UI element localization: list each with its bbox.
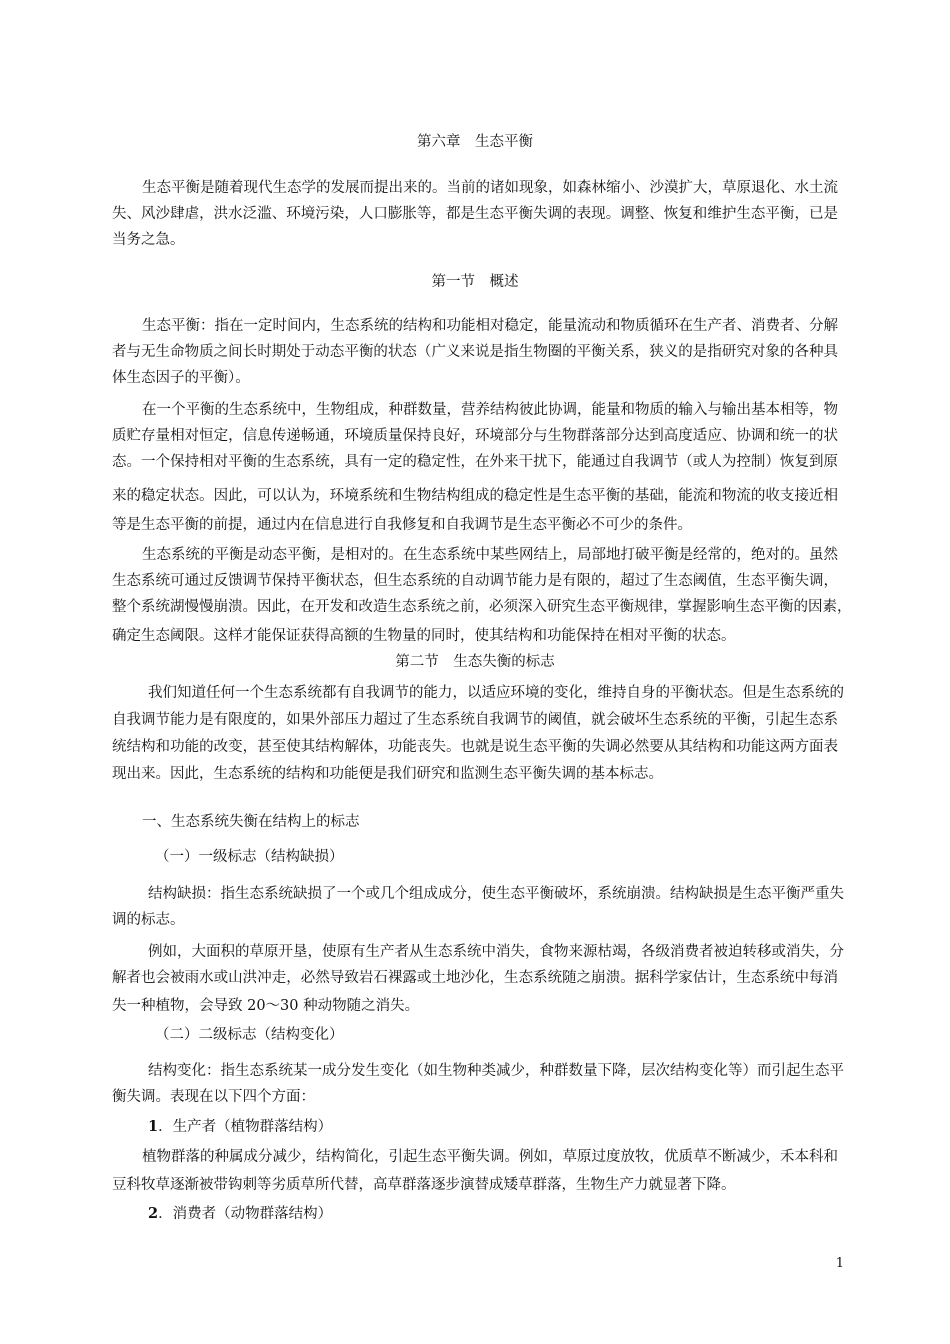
- paragraph-line: 失一种植物，会导致 20～30 种动物随之消失。: [112, 998, 420, 1014]
- paragraph-line: 体生态因子的平衡）。: [112, 370, 250, 386]
- paragraph-line: 质贮存量相对恒定，信息传递畅通，环境质量保持良好，环境部分与生物群落部分达到高度适应、协调和统一的状: [112, 428, 838, 444]
- paragraph-line: 等是生态平衡的前提，通过内在信息进行自我修复和自我调节是生态平衡必不可少的条件。: [112, 517, 692, 533]
- paragraph-line: 生态系统可通过反馈调节保持平衡状态，但生态系统的自动调节能力是有限的，超过了生态阈值，生态平衡失调，: [112, 573, 838, 589]
- list-item-text: ．生产者（植物群落结构）: [158, 1119, 333, 1135]
- paragraph-line: 结构缺损：指生态系统缺损了一个或几个组成成分，使生态平衡破坏，系统崩溃。结构缺损是生态平衡严重失: [148, 886, 844, 902]
- chapter-title: 第六章 生态平衡: [417, 134, 533, 150]
- subheading: （一）一级标志（结构缺损）: [155, 849, 344, 865]
- list-item-number: 2: [148, 1205, 159, 1222]
- paragraph-line: 调的标志。: [112, 912, 185, 928]
- paragraph-line: 例如，大面积的草原开垦，使原有生产者从生态系统中消失，食物来源枯竭，各级消费者被迫转移或消失，分: [148, 944, 844, 960]
- paragraph-line: 在一个平衡的生态系统中，生物组成，种群数量，营养结构彼此协调，能量和物质的输入与输出基本相等，物: [142, 402, 838, 418]
- intro-line: 生态平衡是随着现代生态学的发展而提出来的。当前的诸如现象，如森林缩小、沙漠扩大，草原退化、水土流: [142, 180, 838, 196]
- subheading: 一、生态系统失衡在结构上的标志: [142, 814, 360, 830]
- paragraph-line: 解者也会被雨水或山洪冲走，必然导致岩石裸露或土地沙化，生态系统随之崩溃。据科学家估计，生态系统中每消: [112, 970, 838, 986]
- paragraph-line: 生态平衡：指在一定时间内，生态系统的结构和功能相对稳定，能量流动和物质循环在生产者、消费者、分解: [142, 318, 838, 334]
- paragraph-line: 植物群落的种属成分减少，结构简化，引起生态平衡失调。例如，草原过度放牧，优质草不断减少，禾本科和: [142, 1149, 838, 1165]
- list-item: [148, 1117, 332, 1137]
- section-title: 第二节 生态失衡的标志: [395, 654, 555, 670]
- paragraph-line: 我们知道任何一个生态系统都有自我调节的能力，以适应环境的变化，维持自身的平衡状态。但是生态系统的: [148, 685, 844, 701]
- section-title: 第一节 概述: [431, 274, 519, 290]
- paragraph-line: 自我调节能力是有限度的，如果外部压力超过了生态系统自我调节的阈值，就会破坏生态系统的平衡，引起生态系: [112, 712, 838, 728]
- list-item: [148, 1204, 332, 1224]
- paragraph-line: 衡失调。表现在以下四个方面：: [112, 1089, 315, 1105]
- list-item-number: 1: [148, 1118, 159, 1135]
- paragraph-line: 整个系统湖慢慢崩溃。因此，在开发和改造生态系统之前，必须深入研究生态平衡规律，掌握影响生态平衡的因素，: [112, 599, 852, 615]
- paragraph-line: 统结构和功能的改变，甚至使其结构解体，功能丧失。也就是说生态平衡的失调必然要从其结构和功能这两方面表: [112, 739, 838, 755]
- paragraph-line: 来的稳定状态。因此，可以认为，环境系统和生物结构组成的稳定性是生态平衡的基础，能流和物流的收支接近相: [112, 488, 838, 504]
- paragraph-line: 者与无生命物质之间长时期处于动态平衡的状态（广义来说是指生物圈的平衡关系，狭义的是指研究对象的各种具: [112, 344, 838, 360]
- paragraph-line: 生态系统的平衡是动态平衡，是相对的。在生态系统中某些网结上，局部地打破平衡是经常的，绝对的。虽然: [142, 547, 838, 563]
- intro-line: 当务之急。: [112, 232, 185, 248]
- paragraph-line: 确定生态阈限。这样才能保证获得高额的生物量的同时，使其结构和功能保持在相对平衡的状态。: [112, 628, 736, 644]
- subheading: （二）二级标志（结构变化）: [155, 1027, 344, 1043]
- paragraph-line: 态。一个保持相对平衡的生态系统，具有一定的稳定性，在外来干扰下，能通过自我调节（或人为控制）恢复到原: [112, 454, 838, 470]
- paragraph-line: 现出来。因此，生态系统的结构和功能便是我们研究和监测生态平衡失调的基本标志。: [112, 766, 663, 782]
- intro-line: 失、风沙肆虐，洪水泛滥、环境污染，人口膨胀等，都是生态平衡失调的表现。调整、恢复和维护生态平衡，已是: [112, 206, 838, 222]
- list-item-text: ．消费者（动物群落结构）: [158, 1206, 333, 1222]
- paragraph-line: 豆科牧草逐渐被带钩刺等劣质草所代替，高草群落逐步演替成矮草群落，生物生产力就显著下降。: [112, 1177, 736, 1193]
- page-number: 1: [835, 1256, 844, 1271]
- paragraph-line: 结构变化：指生态系统某一成分发生变化（如生物种类减少，种群数量下降，层次结构变化等）而引起生态平: [148, 1063, 844, 1079]
